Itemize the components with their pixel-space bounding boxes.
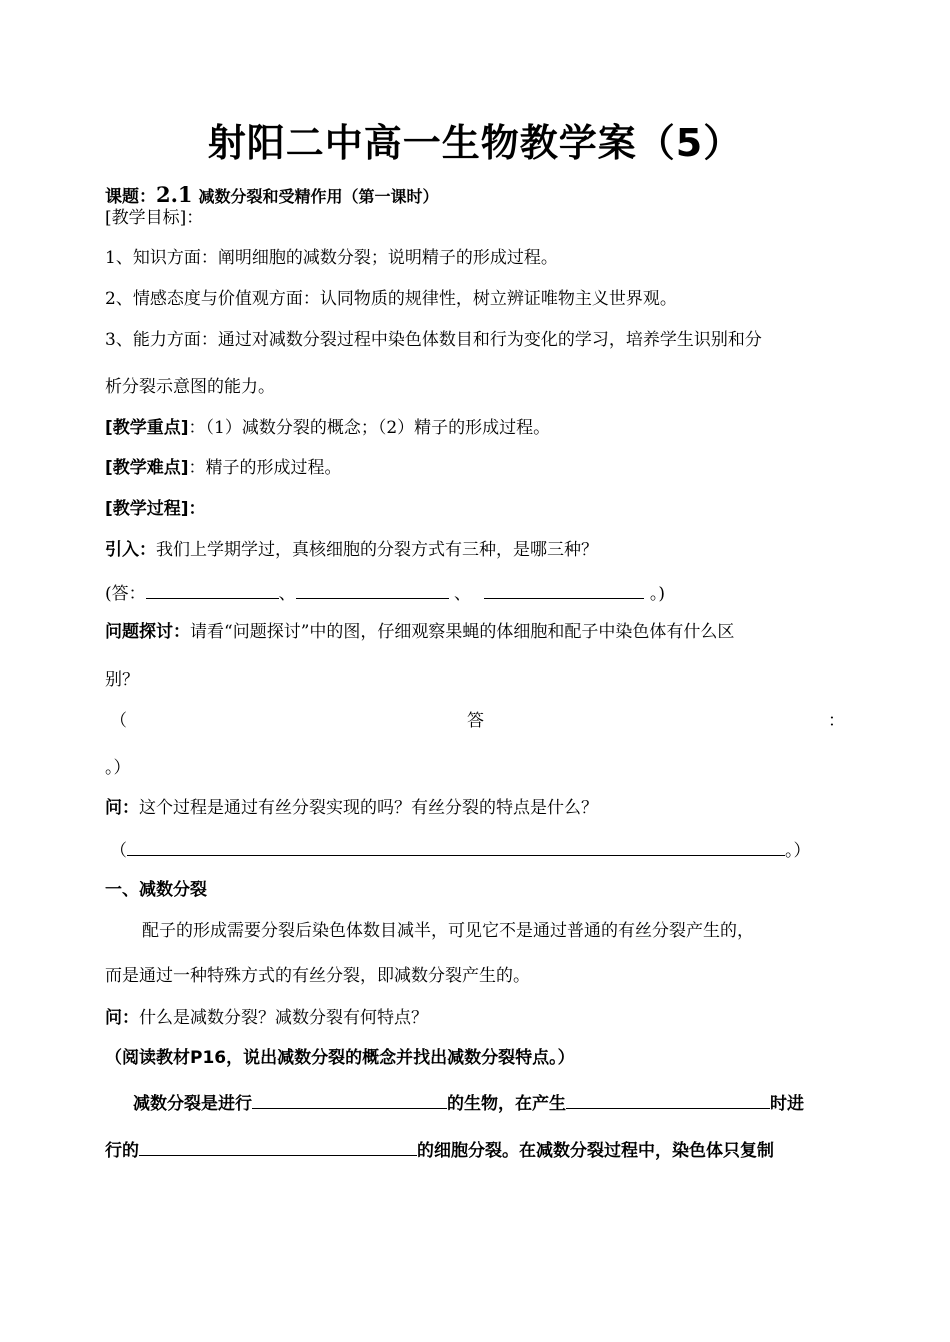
key-points bbox=[105, 420, 550, 437]
difficulty-text: ：精子的形成过程。 bbox=[188, 458, 342, 478]
intro-label: 引入： bbox=[105, 540, 156, 560]
section-heading: 一、减数分裂 bbox=[105, 880, 207, 900]
page-title: 射阳二中高一生物教学案（5） bbox=[207, 121, 743, 165]
discussion-label: 问题探讨： bbox=[105, 622, 190, 642]
answer-blank[interactable] bbox=[484, 583, 644, 599]
definition-blank[interactable] bbox=[566, 1093, 770, 1109]
discussion-answer-close: 。） bbox=[105, 758, 131, 778]
question-answer-close: 。） bbox=[785, 841, 811, 861]
definition-blank[interactable] bbox=[252, 1093, 447, 1109]
definition-text: 行的 bbox=[105, 1141, 139, 1161]
intro-text: 我们上学期学过，真核细胞的分裂方式有三种，是哪三种？ bbox=[156, 540, 598, 560]
question-label: 问： bbox=[105, 1008, 139, 1028]
question-answer-line bbox=[110, 840, 811, 860]
discussion-answer-open: （ bbox=[110, 711, 127, 731]
topic-line bbox=[105, 184, 438, 206]
intro-answer-line bbox=[105, 583, 665, 603]
question-text: 这个过程是通过有丝分裂实现的吗？有丝分裂的特点是什么？ bbox=[139, 798, 598, 818]
answer-close: 。) bbox=[644, 584, 665, 604]
definition-line bbox=[133, 1093, 804, 1113]
topic-number: 2.1 bbox=[156, 182, 193, 207]
intro-line bbox=[105, 542, 598, 559]
section-paragraph: 而是通过一种特殊方式的有丝分裂，即减数分裂产生的。 bbox=[105, 966, 530, 986]
question-text: 什么是减数分裂？减数分裂有何特点？ bbox=[139, 1008, 428, 1028]
definition-text: 时进 bbox=[770, 1094, 804, 1114]
process-heading: [教学过程]： bbox=[105, 499, 206, 519]
discussion-line bbox=[105, 624, 734, 641]
answer-blank[interactable] bbox=[127, 840, 785, 856]
objective-item: 3、能力方面：通过对减数分裂过程中染色体数目和行为变化的学习，培养学生识别和分 bbox=[105, 330, 762, 350]
definition-blank[interactable] bbox=[139, 1140, 417, 1156]
discussion-answer-label: 答 bbox=[467, 711, 484, 731]
section-paragraph: 配子的形成需要分裂后染色体数目减半，可见它不是通过普通的有丝分裂产生的， bbox=[142, 921, 754, 941]
key-points-label: [教学重点] bbox=[105, 418, 189, 438]
definition-line bbox=[105, 1140, 774, 1160]
discussion-text-cont: 别？ bbox=[105, 670, 139, 690]
question-answer-open: （ bbox=[110, 841, 127, 861]
question-label: 问： bbox=[105, 798, 139, 818]
answer-open: (答： bbox=[105, 584, 146, 604]
answer-blank[interactable] bbox=[146, 583, 279, 599]
answer-sep: 、 bbox=[448, 584, 477, 604]
topic-name: 减数分裂和受精作用（第一课时） bbox=[198, 187, 439, 206]
answer-blank[interactable] bbox=[296, 583, 449, 599]
answer-sep: 、 bbox=[278, 584, 296, 604]
definition-text: 减数分裂是进行 bbox=[133, 1094, 252, 1114]
definition-text: 的细胞分裂。在减数分裂过程中，染色体只复制 bbox=[417, 1141, 774, 1161]
objective-item: 2、情感态度与价值观方面：认同物质的规律性，树立辨证唯物主义世界观。 bbox=[105, 289, 677, 309]
objective-item: 析分裂示意图的能力。 bbox=[105, 377, 275, 397]
reading-instruction: （阅读教材P16，说出减数分裂的概念并找出减数分裂特点。） bbox=[105, 1048, 575, 1068]
definition-text: 的生物，在产生 bbox=[447, 1094, 566, 1114]
question-line bbox=[105, 1010, 428, 1027]
objective-item: 1、知识方面：阐明细胞的减数分裂；说明精子的形成过程。 bbox=[105, 248, 558, 268]
objectives-heading: [教学目标]： bbox=[105, 208, 204, 228]
question-line bbox=[105, 800, 598, 817]
topic-label: 课题： bbox=[105, 187, 156, 207]
key-points-text: ：（1）减数分裂的概念；（2）精子的形成过程。 bbox=[188, 418, 551, 438]
difficulty bbox=[105, 460, 342, 477]
discussion-answer-colon: ： bbox=[828, 711, 845, 731]
discussion-text: 请看“问题探讨”中的图，仔细观察果蝇的体细胞和配子中染色体有什么区 bbox=[190, 622, 735, 642]
difficulty-label: [教学难点] bbox=[105, 458, 189, 478]
